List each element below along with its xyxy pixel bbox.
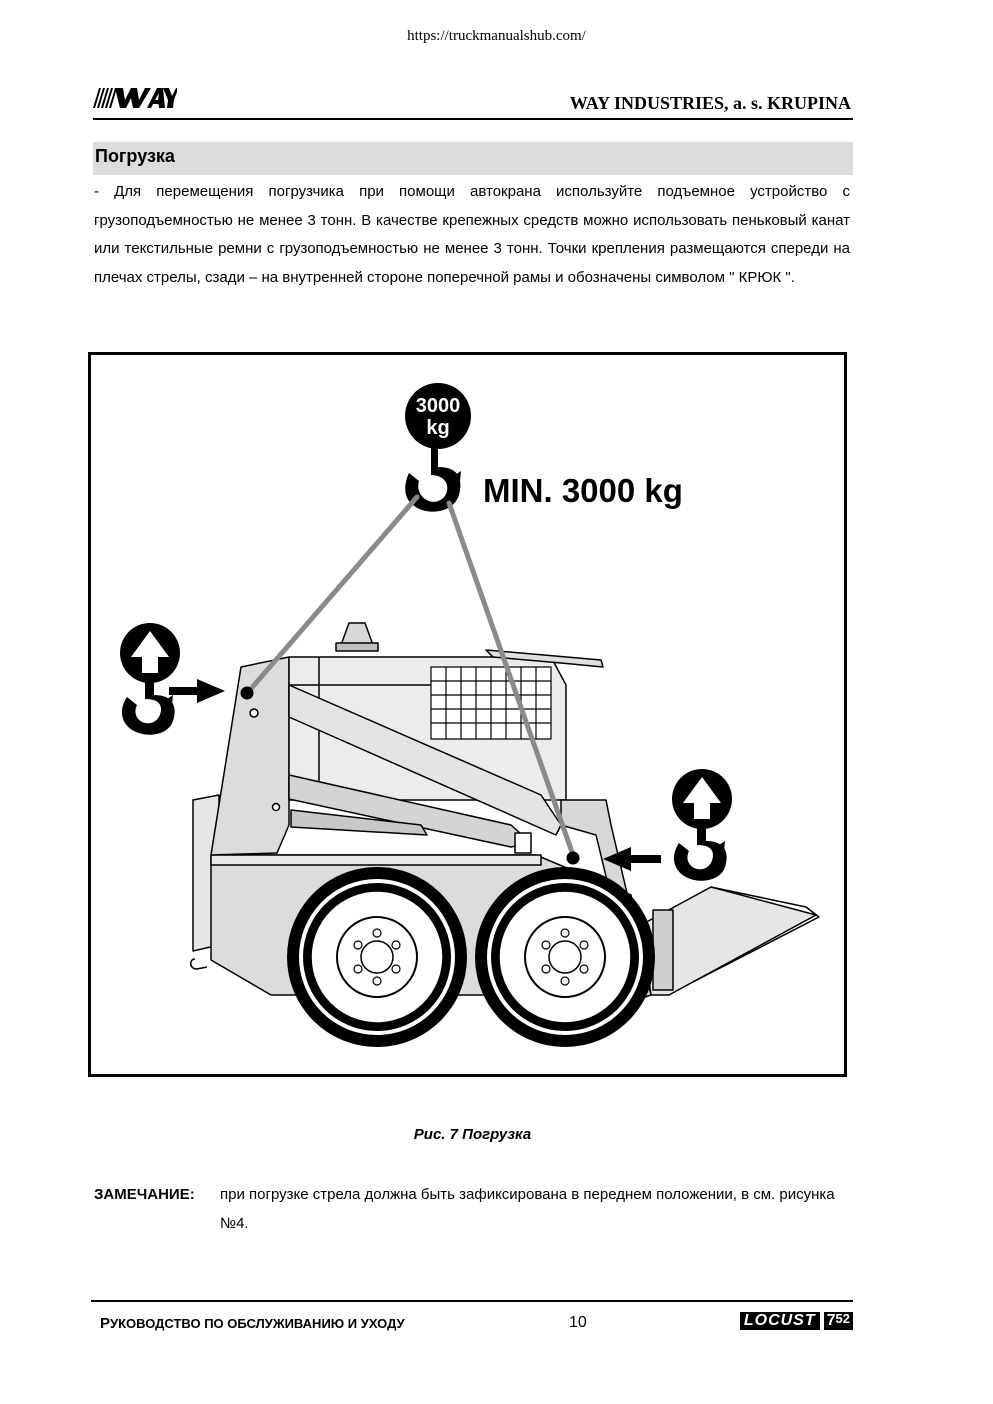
rear-pointer-arrow-icon (169, 679, 225, 703)
rear-hook-symbol-icon (120, 623, 180, 735)
hook-weight-unit: kg (426, 417, 450, 439)
footer-title-initial: Р (100, 1315, 111, 1332)
front-wheel (475, 867, 655, 1047)
section-title: Погрузка (95, 146, 175, 166)
front-hook-symbol-icon (672, 769, 732, 881)
way-logo-icon (93, 86, 177, 110)
footer-title (100, 1315, 405, 1332)
rear-anchor-point (241, 687, 254, 700)
brand-name: LOCUST (740, 1312, 820, 1330)
source-url: https://truckmanualshub.com/ (407, 28, 586, 44)
brand-model (824, 1312, 853, 1330)
brand-model-main: 7 (826, 1312, 836, 1329)
section-header (93, 142, 853, 175)
page-number: 10 (569, 1314, 587, 1331)
page-footer (91, 1300, 853, 1342)
figure-caption: Рис. 7 Погрузка (413, 1126, 532, 1143)
page-header (93, 84, 853, 120)
company-name: WAY INDUSTRIES, a. s. KRUPINA (569, 93, 851, 113)
rear-wheel (287, 867, 467, 1047)
footer-title-rest: УКОВОДСТВО ПО ОБСЛУЖИВАНИЮ И УХОДУ (110, 1316, 405, 1331)
front-anchor-point (567, 852, 580, 865)
min-load-label: MIN. 3000 kg (483, 472, 683, 509)
loader-illustration (91, 355, 844, 1074)
note-text: при погрузке стрела должна быть зафиксирована в переднем положении, в см. рисунка №4. (220, 1186, 835, 1232)
hook-weight-value: 3000 (415, 395, 461, 417)
body-paragraph: - Для перемещения погрузчика при помощи автокрана используйте подъемное устройство с грузоподъемностью не менее 3 тонн. В качестве крепежных средств можно использовать пеньковый канат или текстильные ремни с грузоподъемностью не менее 3 тонн. Точки крепления размещаются спереди на плечах стрелы, сзади – на внутренней стороне поперечной рамы и обозначены символом " КРЮК ". (94, 183, 850, 286)
brand-model-sup: 52 (835, 1311, 850, 1326)
note-label: ЗАМЕЧАНИЕ: (94, 1186, 195, 1203)
figure-loading-diagram (88, 352, 847, 1077)
locust-brand-logo (740, 1312, 853, 1330)
